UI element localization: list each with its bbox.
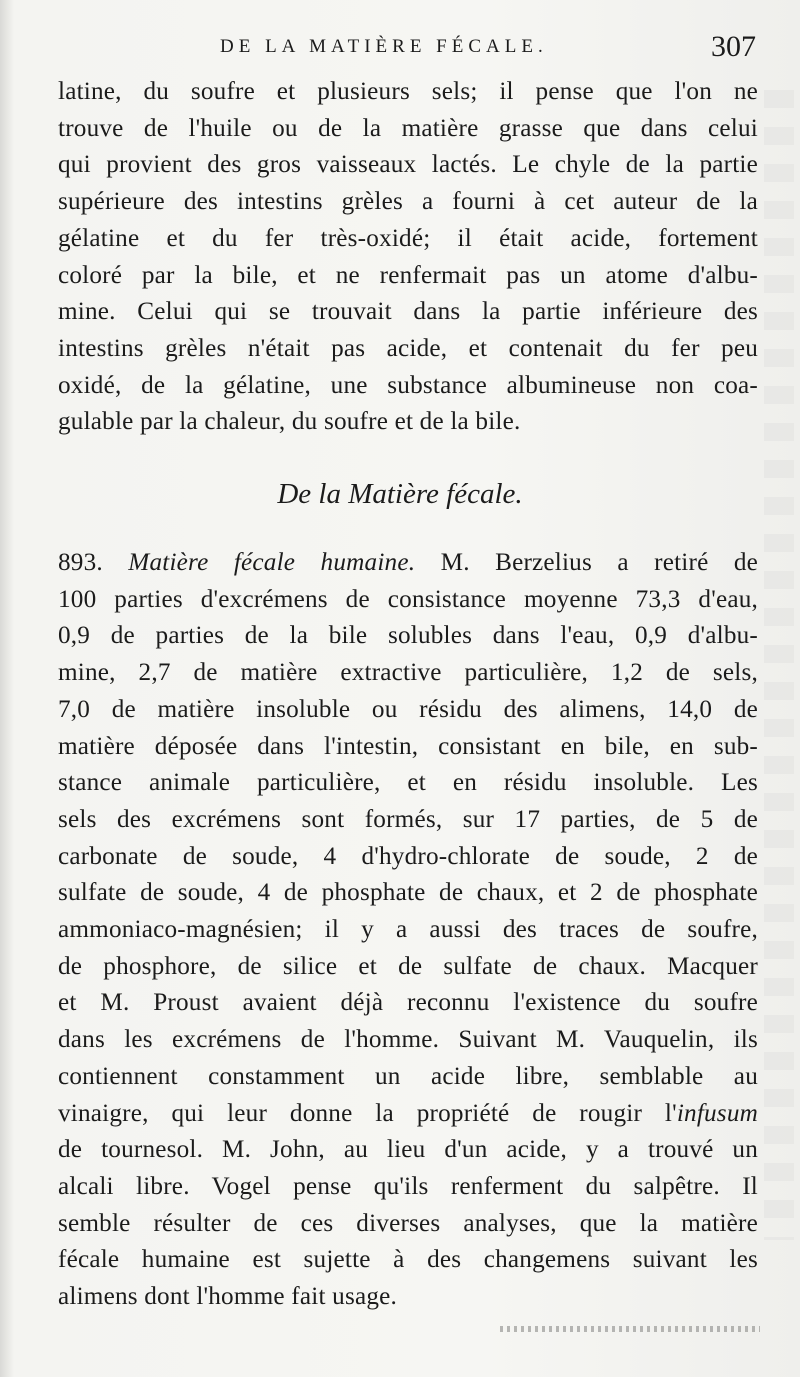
text-line: trouve de l'huile ou de la matière grasse que dans celui bbox=[58, 114, 758, 142]
scan-smudge bbox=[500, 1326, 760, 1332]
text-line-first bbox=[58, 545, 758, 582]
text-line: sulfate de soude, 4 de phosphate de chaux, et 2 de phosphate bbox=[58, 879, 758, 907]
paragraph-893 bbox=[58, 545, 758, 1316]
text-line: latine, du soufre et plusieurs sels; il pense que l'on ne bbox=[58, 78, 758, 105]
text-line: alcali libre. Vogel pense qu'ils renferment du salpêtre. Il bbox=[58, 1172, 758, 1200]
text-line: carbonate de soude, 4 d'hydro-chlorate de soude, 2 de bbox=[58, 842, 758, 870]
paragraph-number: 893. bbox=[58, 549, 103, 576]
paragraph-continued bbox=[58, 74, 758, 441]
page-header bbox=[60, 30, 756, 70]
text-line: mine, 2,7 de matière extractive particulière, 1,2 de sels, bbox=[58, 659, 758, 687]
text-line: mine. Celui qui se trouvait dans la partie inférieure des bbox=[58, 298, 758, 326]
text-line: stance animale particulière, et en résidu insoluble. Les bbox=[58, 769, 758, 797]
text-line: oxidé, de la gélatine, une substance albumineuse non coa- bbox=[58, 371, 758, 399]
section-title: De la Matière fécale. bbox=[277, 478, 523, 510]
text-fragment: M. Berzelius a retiré de bbox=[440, 549, 758, 576]
text-line: supérieure des intestins grèles a fourni à cet auteur de la bbox=[58, 188, 758, 216]
text-line-with-italic bbox=[58, 1096, 758, 1133]
text-line: de tournesol. M. John, au lieu d'un acide, y a trouvé un bbox=[58, 1136, 758, 1164]
text-line: qui provient des gros vaisseaux lactés. Le chyle de la partie bbox=[58, 151, 758, 179]
text-line: 0,9 de parties de la bile solubles dans l'eau, 0,9 d'albu- bbox=[58, 622, 758, 650]
text-fragment: vinaigre, qui leur donne la propriété de rougir l' bbox=[58, 1099, 677, 1127]
text-line: intestins grèles n'était pas acide, et contenait du fer peu bbox=[58, 334, 758, 362]
text-line: gulable par la chaleur, du soufre et de la bile. bbox=[58, 408, 521, 436]
text-line: gélatine et du fer très-oxidé; il était acide, fortement bbox=[58, 224, 758, 252]
text-line: alimens dont l'homme fait usage. bbox=[58, 1283, 398, 1311]
text-line: matière déposée dans l'intestin, consistant en bile, en sub- bbox=[58, 732, 758, 760]
text-line: coloré par la bile, et ne renfermait pas un atome d'albu- bbox=[58, 261, 758, 289]
text-line: 7,0 de matière insoluble ou résidu des alimens, 14,0 de bbox=[58, 695, 758, 723]
text-line: et M. Proust avaient déjà reconnu l'existence du soufre bbox=[58, 989, 758, 1017]
show-through-shadow bbox=[764, 90, 794, 1240]
text-line: dans les excrémens de l'homme. Suivant M. Vauquelin, ils bbox=[58, 1026, 758, 1054]
paragraph-heading: Matière fécale humaine. bbox=[128, 549, 416, 576]
running-title: DE LA MATIÈRE FÉCALE. bbox=[220, 36, 548, 57]
page-number: 307 bbox=[711, 30, 756, 63]
text-line: fécale humaine est sujette à des changemens suivant les bbox=[58, 1246, 758, 1274]
text-line: sels des excrémens sont formés, sur 17 parties, de 5 de bbox=[58, 805, 758, 833]
italic-term: infusum bbox=[676, 1099, 758, 1127]
text-line: 100 parties d'excrémens de consistance moyenne 73,3 d'eau, bbox=[58, 585, 758, 613]
text-line: de phosphore, de silice et de sulfate de chaux. Macquer bbox=[58, 952, 758, 980]
text-line: semble résulter de ces diverses analyses, que la matière bbox=[58, 1209, 758, 1237]
text-line: contiennent constamment un acide libre, semblable au bbox=[58, 1062, 758, 1090]
text-line: ammoniaco-magnésien; il y a aussi des traces de soufre, bbox=[58, 916, 758, 944]
